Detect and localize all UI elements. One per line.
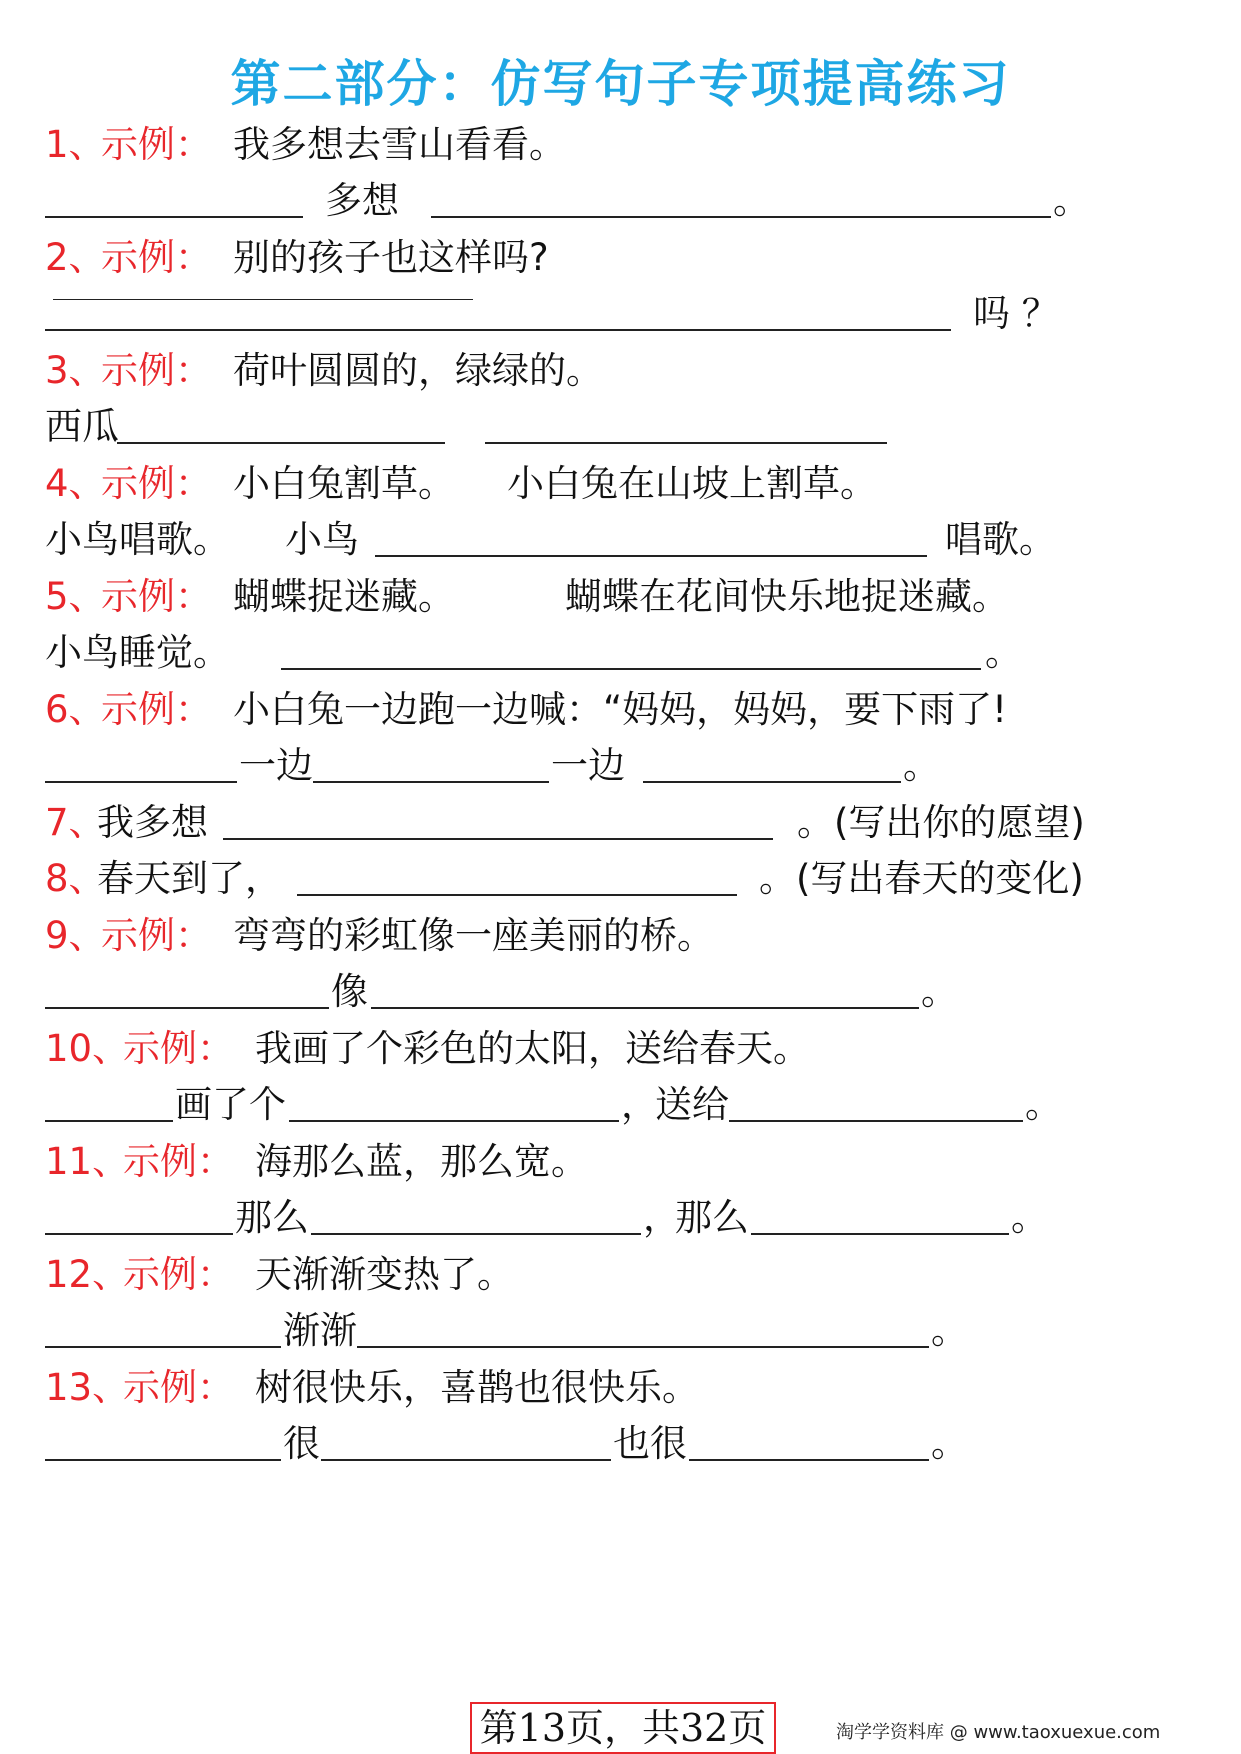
item-9-example <box>45 911 1215 961</box>
item-8 <box>45 854 1215 904</box>
example-label: 示例： <box>101 914 212 957</box>
answer-blank[interactable] <box>297 894 737 896</box>
fill-text: 也很 <box>613 1422 687 1465</box>
fill-text: 西瓜 <box>45 405 119 448</box>
item-number: 13、 <box>45 1366 130 1409</box>
example-sentence: 小白兔割草。 <box>233 462 455 505</box>
item-2-fill <box>45 289 1215 339</box>
example-label: 示例： <box>101 123 212 166</box>
fill-text: ， <box>643 1196 680 1239</box>
answer-blank[interactable] <box>311 1233 641 1235</box>
answer-blank[interactable] <box>281 668 981 670</box>
example-label: 示例： <box>101 236 212 279</box>
prompt-text: 我多想 <box>97 801 208 844</box>
item-number: 2、 <box>45 236 106 279</box>
item-1-fill <box>45 176 1215 226</box>
item-4-example <box>45 459 1215 509</box>
answer-blank[interactable] <box>371 1007 919 1009</box>
item-2-example <box>45 233 1215 283</box>
fill-text: 。 <box>921 970 958 1013</box>
example-sentence: 天渐渐变热了。 <box>255 1253 514 1296</box>
example-sentence: 我画了个彩色的太阳，送给春天。 <box>255 1027 810 1070</box>
fill-text: 。 <box>1011 1196 1048 1239</box>
fill-text: 。 <box>903 744 940 787</box>
answer-blank[interactable] <box>431 216 1051 218</box>
item-10-example <box>45 1024 1215 1074</box>
item-13-example <box>45 1363 1215 1413</box>
answer-blank[interactable] <box>689 1459 929 1461</box>
fill-text: ， <box>621 1083 658 1126</box>
answer-blank[interactable] <box>751 1233 1009 1235</box>
example-sentence-expanded: 蝴蝶在花间快乐地捉迷藏。 <box>565 575 1009 618</box>
answer-blank[interactable] <box>729 1120 1023 1122</box>
example-sentence: 蝴蝶捉迷藏。 <box>233 575 455 618</box>
item-number: 8、 <box>45 857 106 900</box>
answer-blank[interactable] <box>313 781 549 783</box>
item-11-example <box>45 1137 1215 1187</box>
fill-text: 那么 <box>235 1196 309 1239</box>
fill-text: 。 <box>931 1309 968 1352</box>
item-4-fill <box>45 515 1215 565</box>
footer-watermark: 淘学学资料库 @ www.taoxuexue.com <box>836 1722 1161 1743</box>
item-11-fill <box>45 1193 1215 1243</box>
fill-text: 渐渐 <box>283 1309 357 1352</box>
item-number: 10、 <box>45 1027 130 1070</box>
item-number: 6、 <box>45 688 106 731</box>
example-label: 示例： <box>123 1140 234 1183</box>
item-13-fill <box>45 1419 1215 1469</box>
answer-blank[interactable] <box>223 838 773 840</box>
answer-blank[interactable] <box>117 442 445 444</box>
fill-text: 小鸟唱歌。 <box>45 518 230 561</box>
answer-blank[interactable] <box>45 1007 329 1009</box>
fill-text: 小鸟睡觉。 <box>45 631 230 674</box>
item-number: 9、 <box>45 914 106 957</box>
fill-text: 那么 <box>675 1196 749 1239</box>
item-9-fill <box>45 967 1215 1017</box>
answer-blank[interactable] <box>321 1459 611 1461</box>
example-label: 示例： <box>101 349 212 392</box>
item-10-fill <box>45 1080 1215 1130</box>
item-1-example <box>45 120 1215 170</box>
fill-text: 唱歌。 <box>945 518 1056 561</box>
item-number: 4、 <box>45 462 106 505</box>
item-12-fill <box>45 1306 1215 1356</box>
answer-blank[interactable] <box>45 1233 233 1235</box>
item-12-example <box>45 1250 1215 1300</box>
answer-blank[interactable] <box>643 781 901 783</box>
fill-text: 画了个 <box>175 1083 286 1126</box>
item-number: 12、 <box>45 1253 130 1296</box>
item-number: 7、 <box>45 801 106 844</box>
fill-text: 小鸟 <box>285 518 359 561</box>
prompt-hint: 。(写出春天的变化) <box>759 857 1084 900</box>
fill-text: 很 <box>283 1422 320 1465</box>
prompt-hint: 。(写出你的愿望) <box>797 801 1085 844</box>
page-number-box: 第13页，共32页 <box>470 1702 776 1754</box>
fill-text: 吗 ？ <box>973 292 1059 335</box>
answer-blank[interactable] <box>45 781 237 783</box>
fill-text: 送给 <box>655 1083 729 1126</box>
example-sentence: 我多想去雪山看看。 <box>233 123 566 166</box>
example-sentence: 弯弯的彩虹像一座美丽的桥。 <box>233 914 714 957</box>
answer-blank-guide <box>53 299 473 300</box>
item-number: 1、 <box>45 123 106 166</box>
fill-text: 一边 <box>239 744 313 787</box>
example-sentence: 荷叶圆圆的，绿绿的。 <box>233 349 603 392</box>
item-number: 5、 <box>45 575 106 618</box>
answer-blank[interactable] <box>289 1120 619 1122</box>
answer-blank[interactable] <box>485 442 887 444</box>
answer-blank[interactable] <box>45 1120 173 1122</box>
answer-blank[interactable] <box>375 555 927 557</box>
answer-blank[interactable] <box>45 216 303 218</box>
example-sentence: 树很快乐，喜鹊也很快乐。 <box>255 1366 699 1409</box>
example-sentence: 海那么蓝，那么宽。 <box>255 1140 588 1183</box>
page-title: 第二部分：仿写句子专项提高练习 <box>230 55 1011 113</box>
answer-blank[interactable] <box>45 329 951 331</box>
item-6-example <box>45 685 1215 735</box>
example-label: 示例： <box>101 688 212 731</box>
answer-blank[interactable] <box>45 1459 281 1461</box>
fill-text: 像 <box>331 970 368 1013</box>
item-7 <box>45 798 1215 848</box>
item-6-fill <box>45 741 1215 791</box>
item-5-example <box>45 572 1215 622</box>
fill-text: 。 <box>1053 179 1090 222</box>
example-sentence: 别的孩子也这样吗? <box>233 236 549 279</box>
answer-blank[interactable] <box>45 1346 281 1348</box>
example-label: 示例： <box>123 1027 234 1070</box>
fill-text: 。 <box>1025 1083 1062 1126</box>
item-number: 11、 <box>45 1140 130 1183</box>
item-5-fill <box>45 628 1215 678</box>
example-sentence-expanded: 小白兔在山坡上割草。 <box>507 462 877 505</box>
fill-text: 。 <box>931 1422 968 1465</box>
example-label: 示例： <box>101 462 212 505</box>
example-label: 示例： <box>123 1253 234 1296</box>
item-3-fill <box>45 402 1215 452</box>
example-sentence: 小白兔一边跑一边喊：“妈妈，妈妈，要下雨了! <box>233 688 1007 731</box>
fill-text: 多想 <box>325 179 399 222</box>
fill-text: 。 <box>985 631 1022 674</box>
item-3-example <box>45 346 1215 396</box>
item-number: 3、 <box>45 349 106 392</box>
example-label: 示例： <box>123 1366 234 1409</box>
answer-blank[interactable] <box>357 1346 929 1348</box>
prompt-text: 春天到了， <box>97 857 282 900</box>
example-label: 示例： <box>101 575 212 618</box>
fill-text: 一边 <box>551 744 625 787</box>
